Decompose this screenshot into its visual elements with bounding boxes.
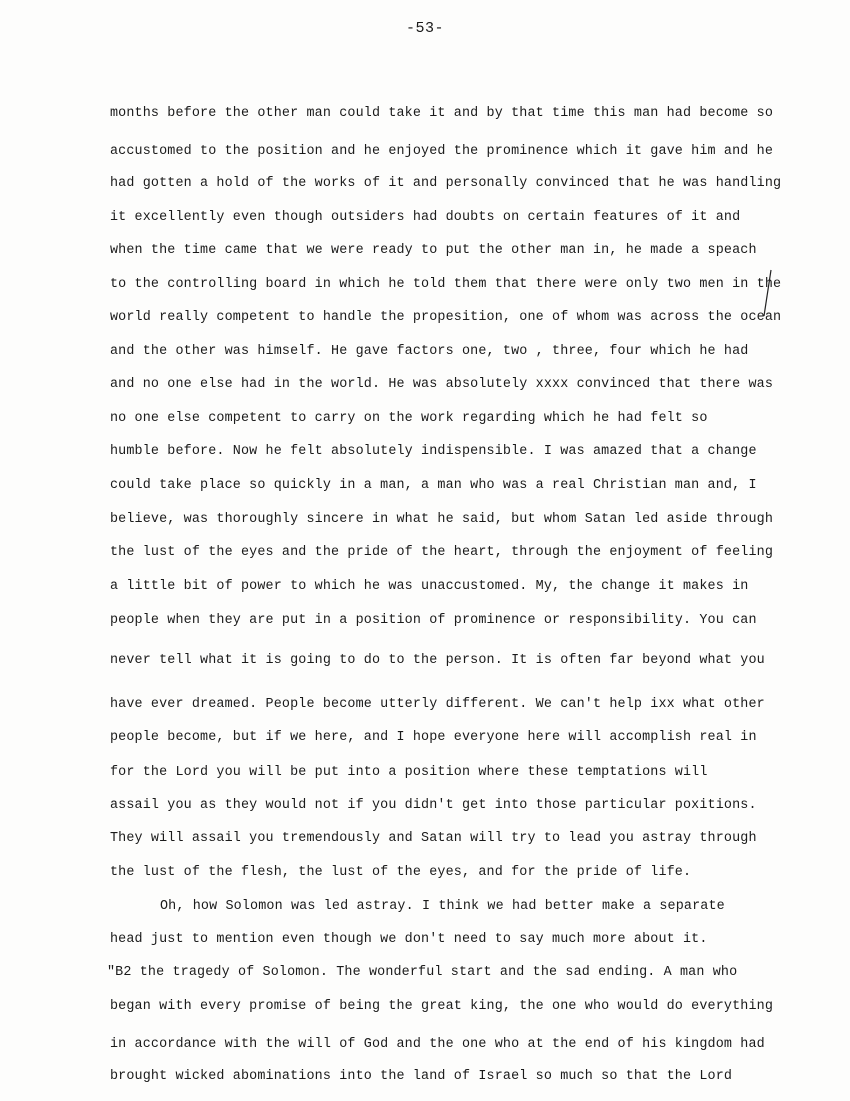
text-line: people when they are put in a position of prominence or responsibility. You can — [110, 613, 757, 628]
text-line: and no one else had in the world. He was absolutely xxxx convinced that there was — [110, 377, 774, 392]
text-line: the lust of the flesh, the lust of the eyes, and for the pride of life. — [110, 865, 692, 880]
text-line: never tell what it is going to do to the person. It is often far beyond what you — [110, 653, 765, 668]
text-line: began with every promise of being the great king, the one who would do everything — [110, 999, 774, 1014]
text-line: "B2 the tragedy of Solomon. The wonderful start and the sad ending. A man who — [107, 965, 738, 980]
text-line: and the other was himself. He gave factors one, two , three, four which he had — [110, 344, 749, 359]
text-line: a little bit of power to which he was unaccustomed. My, the change it makes in — [110, 579, 749, 594]
text-line: They will assail you tremendously and Satan will try to lead you astray through — [110, 831, 757, 846]
page-number: -53- — [405, 20, 444, 37]
text-line: it excellently even though outsiders had doubts on certain features of it and — [110, 210, 741, 225]
text-line: could take place so quickly in a man, a man who was a real Christian man and, I — [110, 478, 757, 493]
text-line: for the Lord you will be put into a position where these temptations will — [110, 765, 708, 780]
text-line: Oh, how Solomon was led astray. I think we had better make a separate — [160, 899, 725, 914]
text-line: when the time came that we were ready to put the other man in, he made a speach — [110, 243, 757, 258]
text-line: in accordance with the will of God and the one who at the end of his kingdom had — [110, 1037, 765, 1052]
text-line: world really competent to handle the propesition, one of whom was across the ocean — [110, 310, 782, 325]
text-line: had gotten a hold of the works of it and personally convinced that he was handling — [110, 176, 782, 191]
text-line: people become, but if we here, and I hope everyone here will accomplish real in — [110, 730, 757, 745]
text-line: humble before. Now he felt absolutely indispensible. I was amazed that a change — [110, 444, 757, 459]
text-line: months before the other man could take it and by that time this man had become so — [110, 106, 774, 121]
text-line: the lust of the eyes and the pride of the heart, through the enjoyment of feeling — [110, 545, 774, 560]
text-line: have ever dreamed. People become utterly different. We can't help ixx what other — [110, 697, 765, 712]
text-line: no one else competent to carry on the work regarding which he had felt so — [110, 411, 708, 426]
text-line: to the controlling board in which he told them that there were only two men in the — [110, 277, 782, 292]
text-line: believe, was thoroughly sincere in what he said, but whom Satan led aside through — [110, 512, 774, 527]
handwritten-insertion-mark-icon — [761, 268, 773, 318]
text-line: assail you as they would not if you didn't get into those particular poxitions. — [110, 798, 757, 813]
text-line: accustomed to the position and he enjoyed the prominence which it gave him and he — [110, 144, 774, 159]
text-line: head just to mention even though we don't need to say much more about it. — [110, 932, 708, 947]
text-line: brought wicked abominations into the land of Israel so much so that the Lord — [110, 1069, 733, 1084]
